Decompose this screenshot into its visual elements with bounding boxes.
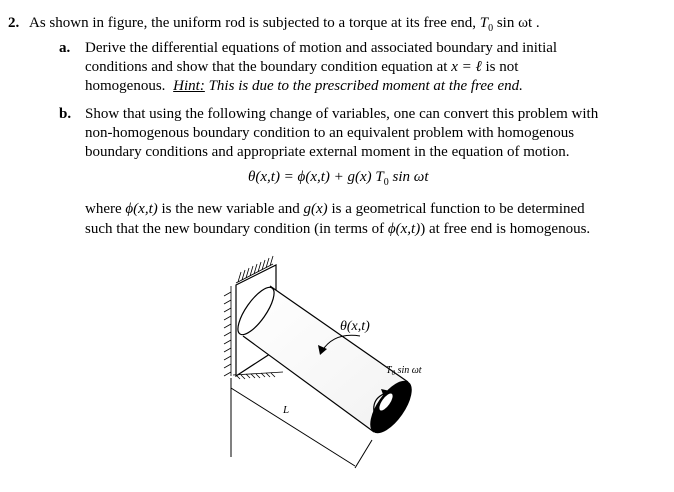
part-b-last-line: such that the new boundary condition (in terms of ϕ(x,t)) at free end is homogenous. <box>85 221 591 237</box>
part-a-line-1: Derive the differential equations of motion and associated boundary and initial <box>85 40 558 56</box>
length-label: L <box>283 404 290 416</box>
part-a-line-3: homogenous. Hint: This is due to the prescribed moment at the free end. <box>85 78 523 94</box>
theta-label: θ(x,t) <box>340 319 370 334</box>
change-of-variables-equation: θ(x,t) = ϕ(x,t) + g(x) $T_0$ sin ωt <box>248 169 429 188</box>
problem-intro: As shown in figure, the uniform rod is subjected to a torque at its free end, <box>29 15 476 31</box>
part-b-label: b. <box>59 106 72 122</box>
part-a-line-2: conditions and show that the boundary condition equation at x = ℓ is not <box>85 59 519 75</box>
torque-rest: sin ωt . <box>496 15 540 31</box>
boundary-location: x = ℓ <box>451 59 482 75</box>
part-b-line-3: boundary conditions and appropriate external moment in the equation of motion. <box>85 144 570 160</box>
torque-subscript: 0 <box>488 23 494 34</box>
phi-symbol: ϕ(x,t) <box>125 201 158 217</box>
part-b-line-2: non-homogenous boundary condition to an equivalent problem with homogenous <box>85 125 575 141</box>
part-b-line-1: Show that using the following change of variables, one can convert this problem with <box>85 106 599 122</box>
torque-label: $T_0$ sin ωt <box>386 365 422 377</box>
problem-number: 2. <box>8 15 20 31</box>
g-function: g(x) <box>303 201 328 217</box>
hint-text: This is due to the prescribed moment at the free end. <box>208 78 523 94</box>
wall-hatch-left <box>224 286 231 376</box>
part-a-label: a. <box>59 40 71 56</box>
part-b-where-line: where ϕ(x,t) is the new variable and g(x) is a geometrical function to be determined <box>85 201 585 217</box>
hint-label: Hint: <box>173 78 205 94</box>
torque-symbol: T <box>479 15 489 31</box>
